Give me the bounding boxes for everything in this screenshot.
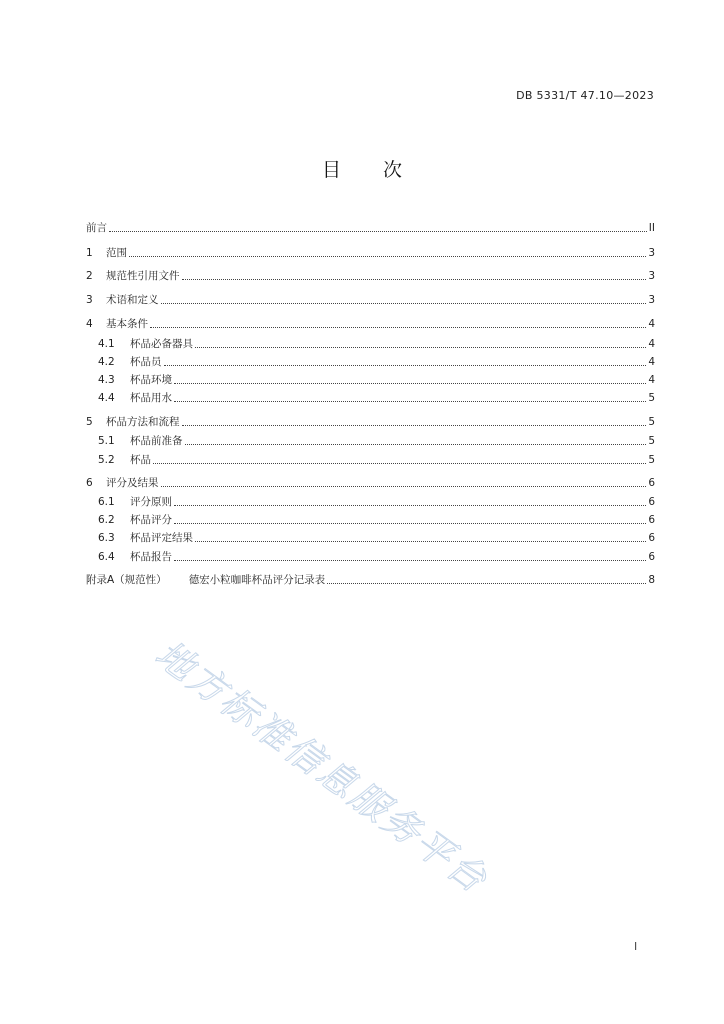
toc-entry-number: 5.2 <box>98 454 115 466</box>
toc-entry-6[interactable] <box>86 475 655 489</box>
toc-entry-number: 3 <box>86 294 93 306</box>
toc-entry-page: 5 <box>648 392 655 404</box>
toc-entry-text: 基本条件 <box>106 318 148 330</box>
toc-entry-page: 4 <box>648 318 655 330</box>
toc-leader-dots <box>161 303 647 304</box>
toc-entry-6-3[interactable] <box>98 530 655 544</box>
title-char-right: 次 <box>383 159 403 181</box>
toc-leader-dots <box>185 444 647 445</box>
toc-entry-5-1[interactable] <box>98 433 655 447</box>
toc-entry-5-2[interactable] <box>98 452 655 466</box>
toc-entry-text: 杯品员 <box>130 356 162 368</box>
toc-entry-6-2[interactable] <box>98 512 655 526</box>
toc-entry-number: 4.3 <box>98 374 115 386</box>
toc-leader-dots <box>327 583 646 584</box>
toc-leader-dots <box>174 560 646 561</box>
toc-entry-text: 杯品前准备 <box>130 435 183 447</box>
toc-entry-page: 5 <box>648 416 655 428</box>
watermark: 地方标准信息服务平台 <box>147 632 497 903</box>
toc-entry-text: 前言 <box>86 222 107 234</box>
toc-entry-text: 术语和定义 <box>106 294 159 306</box>
toc-entry-page: 5 <box>648 454 655 466</box>
toc-entry-2[interactable] <box>86 268 655 282</box>
document-code: DB 5331/T 47.10—2023 <box>516 89 654 102</box>
toc-entry-number: 5 <box>86 416 93 428</box>
toc-entry-4-3[interactable] <box>98 372 655 386</box>
toc-appendix-label: 附录A（规范性） <box>86 574 167 586</box>
toc-entry-text: 杯品 <box>130 454 151 466</box>
toc-leader-dots <box>182 279 647 280</box>
toc-entry-number: 4.1 <box>98 338 115 350</box>
toc-entry-text: 规范性引用文件 <box>106 270 180 282</box>
toc-leader-dots <box>174 383 646 384</box>
toc-entry-number: 4.4 <box>98 392 115 404</box>
toc-leader-dots <box>153 463 646 464</box>
page-title <box>0 155 724 182</box>
toc-entry-number: 6.4 <box>98 551 115 563</box>
toc-entry-5[interactable] <box>86 414 655 428</box>
toc-entry-4[interactable] <box>86 316 655 330</box>
toc-entry-4-1[interactable] <box>98 336 655 350</box>
toc-entry-number: 4 <box>86 318 93 330</box>
toc-entry-page: 5 <box>648 435 655 447</box>
toc-entry-text: 杯品方法和流程 <box>106 416 180 428</box>
toc-entry-page: 8 <box>648 574 655 586</box>
toc-entry-page: II <box>648 222 655 234</box>
toc-entry-number: 5.1 <box>98 435 115 447</box>
toc-leader-dots <box>174 505 646 506</box>
toc-entry-page: 6 <box>648 514 655 526</box>
toc-entry-page: 3 <box>648 270 655 282</box>
toc-entry-page: 6 <box>648 477 655 489</box>
toc-entry-4-2[interactable] <box>98 354 655 368</box>
toc-entry-page: 4 <box>648 356 655 368</box>
toc-leader-dots <box>164 365 647 366</box>
toc-entry-text: 杯品必备器具 <box>130 338 193 350</box>
toc-entry-page: 6 <box>648 532 655 544</box>
toc-entry-text: 德宏小粒咖啡杯品评分记录表 <box>188 574 326 586</box>
toc-leader-dots <box>150 327 646 328</box>
toc-leader-dots <box>174 523 646 524</box>
page-number: I <box>634 940 638 953</box>
toc-entry-number: 6 <box>86 477 93 489</box>
toc-entry-number: 2 <box>86 270 93 282</box>
title-char-left: 目 <box>321 159 341 181</box>
toc-entry-page: 4 <box>648 338 655 350</box>
toc-leader-dots <box>182 425 647 426</box>
toc-entry-number: 4.2 <box>98 356 115 368</box>
toc-entry-appendix-a[interactable] <box>86 572 655 586</box>
toc-entry-number: 6.1 <box>98 496 115 508</box>
toc-entry-number: 6.3 <box>98 532 115 544</box>
toc-leader-dots <box>161 486 647 487</box>
toc-entry-text: 评分及结果 <box>106 477 159 489</box>
toc-entry-text: 杯品评定结果 <box>130 532 193 544</box>
toc-entry-page: 4 <box>648 374 655 386</box>
toc-entry-text: 杯品报告 <box>130 551 172 563</box>
toc-entry-text: 范围 <box>106 247 127 259</box>
toc-entry-6-1[interactable] <box>98 494 655 508</box>
toc-entry-text: 杯品评分 <box>130 514 172 526</box>
toc-entry-page: 3 <box>648 294 655 306</box>
toc-entry-6-4[interactable] <box>98 549 655 563</box>
toc-entry-3[interactable] <box>86 292 655 306</box>
toc-entry-text: 杯品用水 <box>130 392 172 404</box>
toc-entry-number: 1 <box>86 247 93 259</box>
toc-entry-preface[interactable] <box>86 220 655 234</box>
toc-entry-page: 6 <box>648 496 655 508</box>
toc-entry-number: 6.2 <box>98 514 115 526</box>
toc-leader-dots <box>129 256 646 257</box>
toc-leader-dots <box>195 541 646 542</box>
toc-entry-page: 3 <box>648 247 655 259</box>
toc-entry-1[interactable] <box>86 245 655 259</box>
toc-entry-page: 6 <box>648 551 655 563</box>
toc-leader-dots <box>174 401 646 402</box>
toc-entry-4-4[interactable] <box>98 390 655 404</box>
toc-leader-dots <box>195 347 646 348</box>
toc-leader-dots <box>109 231 647 232</box>
toc-entry-text: 杯品环境 <box>130 374 172 386</box>
toc-entry-text: 评分原则 <box>130 496 172 508</box>
